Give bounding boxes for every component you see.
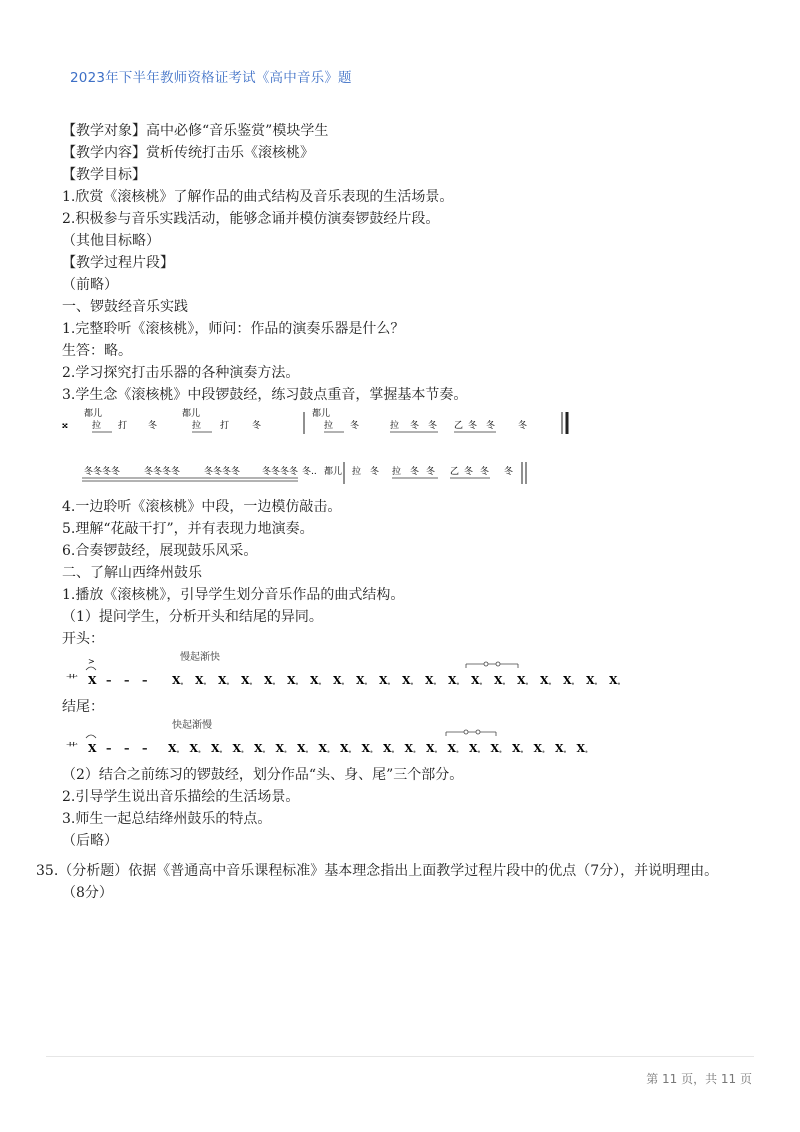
rhythm-open-figure [62, 650, 762, 696]
text-block-a [62, 120, 762, 406]
rhythm-dot: • [369, 749, 374, 756]
question-35-line-1: 35.（分析题）依据《普通高中音乐课程标准》基本理念指出上面教学过程片段中的优点（7分），并说明理由。 [36, 863, 719, 879]
text-line: （后略） [62, 833, 118, 849]
rhythm-dot: • [341, 681, 345, 688]
rhythm-dash: – [106, 742, 112, 755]
notation-syllable: 拉 [324, 421, 334, 431]
notation-syllable: 都儿 [182, 409, 201, 419]
rhythm-dot: • [571, 681, 575, 688]
rhythm-dot: • [520, 749, 524, 756]
rhythm-dot: • [326, 749, 331, 756]
rhythm-note: X [333, 674, 342, 687]
rhythm-note: X [471, 674, 480, 687]
notation-syllable: 拉 [192, 421, 202, 431]
notation-syllable: 冬 [428, 421, 438, 431]
rhythm-dot: • [249, 681, 253, 688]
rhythm-dot: • [348, 749, 352, 756]
rhythm-note: X [318, 742, 328, 755]
rhythm-note: X [555, 742, 564, 755]
rhythm-dash: – [142, 742, 148, 755]
rhythm-dot: • [305, 749, 309, 756]
text-line: 1.欣赏《滚核桃》了解作品的曲式结构及音乐表现的生活场景。 [62, 189, 454, 205]
page-number: 第 11 页，共 11 页 [646, 1072, 752, 1086]
rhythm-note: X [563, 674, 572, 687]
text-line: 4.一边聆听《滚核桃》中段，一边模仿敲击。 [62, 499, 342, 515]
text-line: 3.学生念《滚核桃》中段锣鼓经，练习鼓点重音，掌握基本节奏。 [62, 387, 468, 403]
rhythm-note: X [494, 674, 503, 687]
text-line: 2.引导学生说出音乐描绘的生活场景。 [62, 789, 300, 805]
tempo-marking: 慢起渐快 [180, 652, 220, 663]
notation-syllable: 都儿 [84, 409, 103, 419]
text-line: 6.合奏锣鼓经，展现鼓乐风采。 [62, 543, 258, 559]
rhythm-dot: • [434, 749, 438, 756]
rhythm-dash: – [106, 674, 112, 687]
drum-clef-icon: 𝄪 [62, 417, 68, 432]
rhythm-dot: • [318, 681, 322, 688]
rhythm-dot: • [525, 681, 529, 688]
notation-row-1 [84, 408, 567, 434]
question-35-line-2: （8分） [62, 885, 113, 901]
rhythm-note: X [88, 742, 97, 755]
rhythm-dot: • [197, 749, 202, 756]
rhythm-note: X [241, 674, 250, 687]
rhythm-note: X [586, 674, 595, 687]
fermata-icon [86, 735, 96, 738]
rhythm-note: X [172, 674, 181, 687]
fermata-icon [86, 667, 96, 670]
notation-row-2 [82, 462, 526, 484]
rhythm-dot: • [391, 749, 395, 756]
text-line: 1.播放《滚核桃》，引导学生划分音乐作品的曲式结构。 [62, 587, 405, 603]
rhythm-dot: • [455, 749, 460, 756]
notation-syllable: 拉 [352, 467, 362, 477]
rhythm-dot: • [617, 681, 621, 688]
notation-syllable: 冬冬冬冬 [204, 467, 241, 477]
notation-syllable: 冬 [252, 421, 262, 431]
notation-syllable: 冬 [464, 467, 474, 477]
text-line: 二、了解山西绛州鼓乐 [62, 565, 202, 581]
text-line: （前略） [62, 277, 118, 293]
notation-syllable: 冬冬冬冬 [262, 467, 299, 477]
notation-syllable: 乙 [454, 421, 464, 431]
rhythm-end-figure [62, 718, 762, 764]
tempo-marking: 快起渐慢 [172, 720, 212, 731]
rhythm-note: X [383, 742, 392, 755]
rhythm-dot: • [477, 749, 481, 756]
rhythm-dot: • [456, 681, 460, 688]
text-line: 2.积极参与音乐实践活动，能够念诵并模仿演奏锣鼓经片段。 [62, 211, 440, 227]
rhythm-dot: • [240, 749, 245, 756]
rhythm-dot: • [364, 681, 368, 688]
notation-syllable: 都儿 [312, 409, 331, 419]
rhythm-note: X [218, 674, 227, 687]
text-block-b [62, 496, 762, 628]
rhythm-dot: • [295, 681, 299, 688]
notation-figure [62, 408, 622, 494]
notation-syllable: 打 [118, 421, 128, 431]
rhythm-dot: • [262, 749, 266, 756]
text-line: 5.理解“花敲干打”，并有表现力地演奏。 [62, 521, 314, 537]
rhythm-dot: • [176, 749, 180, 756]
notation-syllable: 冬冬冬冬 [84, 467, 121, 477]
notation-syllable: 冬.. [302, 467, 317, 477]
rhythm-note: X [211, 742, 220, 755]
rhythm-open-notes [88, 674, 621, 688]
notation-syllable: 拉 [390, 421, 400, 431]
notation-syllable: 冬 [370, 467, 380, 477]
notation-syllable: 冬 [504, 467, 514, 477]
rhythm-dot: • [226, 681, 230, 688]
notation-syllable: 冬 [148, 421, 158, 431]
rhythm-note: X [425, 674, 434, 687]
accent-mark: > [88, 657, 95, 666]
rhythm-dot: • [283, 749, 288, 756]
notation-syllable: 冬冬冬冬 [144, 467, 181, 477]
rhythm-end-notes [88, 742, 588, 756]
text-line: 3.师生一起总结绛州鼓乐的特点。 [62, 811, 272, 827]
rhythm-note: X [297, 742, 306, 755]
rhythm-note: X [195, 674, 204, 687]
rhythm-note: X [533, 742, 543, 755]
gong-drum-notation [62, 408, 762, 494]
rhythm-note: X [356, 674, 365, 687]
rhythm-dot: • [219, 749, 223, 756]
text-line: 生答：略。 [62, 343, 132, 359]
notation-syllable: 冬 [350, 421, 360, 431]
rhythm-dot: • [541, 749, 546, 756]
text-line: 2.学习探究打击乐器的各种演奏方法。 [62, 365, 300, 381]
text-line: 1.完整聆听《滚核桃》，师问：作品的演奏乐器是什么？ [62, 321, 405, 337]
rhythm-note: X [402, 674, 411, 687]
text-line: 【教学对象】高中必修“音乐鉴赏”模块学生 [62, 123, 329, 139]
rhythm-dot: • [203, 681, 207, 688]
rhythm-note: X [189, 742, 199, 755]
text-line: 【教学过程片段】 [62, 255, 174, 271]
rhythm-note: X [254, 742, 263, 755]
rhythm-dot: • [548, 681, 552, 688]
rhythm-note: X [275, 742, 285, 755]
text-line: （其他目标略） [62, 233, 160, 249]
rhythm-symbol: 艹 [66, 741, 79, 755]
rhythm-dot: • [387, 681, 391, 688]
notation-syllable: 乙 [450, 467, 460, 477]
rhythm-dot: • [412, 749, 417, 756]
rhythm-note: X [287, 674, 296, 687]
footer-divider [46, 1056, 754, 1057]
rhythm-open-label: 开头： [62, 631, 104, 647]
rhythm-end-label: 结尾： [62, 699, 104, 715]
rhythm-note: X [264, 674, 273, 687]
rhythm-note: X [232, 742, 242, 755]
rhythm-note: X [404, 742, 414, 755]
rhythm-note: X [517, 674, 526, 687]
rhythm-note: X [340, 742, 349, 755]
text-line: 一、锣鼓经音乐实践 [62, 299, 188, 315]
rhythm-note: X [512, 742, 521, 755]
rhythm-dot: • [272, 681, 276, 688]
rhythm-note: X [448, 674, 457, 687]
rhythm-dot: • [563, 749, 567, 756]
document-header-title: 2023年下半年教师资格证考试《高中音乐》题 [70, 70, 352, 86]
rhythm-symbol: 艹 [66, 673, 79, 687]
text-line: （2）结合之前练习的锣鼓经，划分作品“头、身、尾”三个部分。 [62, 767, 464, 783]
rhythm-note: X [361, 742, 371, 755]
rhythm-dot: • [479, 681, 483, 688]
rhythm-dot: • [594, 681, 598, 688]
rhythm-note: X [88, 674, 97, 687]
text-line: （1）提问学生，分析开头和结尾的异同。 [62, 609, 323, 625]
rhythm-dot: • [498, 749, 503, 756]
rhythm-dash: – [124, 674, 130, 687]
text-line: 【教学内容】赏析传统打击乐《滚核桃》 [62, 145, 314, 161]
rhythm-note: X [168, 742, 177, 755]
rhythm-note: X [469, 742, 478, 755]
notation-syllable: 冬 [518, 421, 528, 431]
text-line: 【教学目标】 [62, 167, 146, 183]
rhythm-note: X [447, 742, 457, 755]
rhythm-note: X [490, 742, 500, 755]
rhythm-dash: – [142, 674, 148, 687]
rhythm-note: X [609, 674, 618, 687]
notation-syllable: 拉 [92, 421, 102, 431]
notation-syllable: 冬 [468, 421, 478, 431]
rhythm-dot: • [584, 749, 589, 756]
rhythm-note: X [426, 742, 435, 755]
notation-syllable: 冬 [426, 467, 436, 477]
notation-syllable: 冬 [410, 421, 420, 431]
notation-syllable: 冬 [486, 421, 496, 431]
notation-syllable: 都儿 [324, 467, 343, 477]
notation-syllable: 冬 [410, 467, 420, 477]
rhythm-end-svg [62, 718, 622, 764]
document-body [62, 120, 762, 852]
rhythm-dot: • [410, 681, 414, 688]
rhythm-note: X [576, 742, 586, 755]
notation-syllable: 打 [220, 421, 230, 431]
text-block-c [62, 764, 762, 852]
rhythm-dot: • [502, 681, 506, 688]
rhythm-open-svg [62, 650, 622, 696]
rhythm-note: X [379, 674, 388, 687]
rhythm-dash: – [124, 742, 130, 755]
rhythm-note: X [540, 674, 549, 687]
notation-syllable: 拉 [392, 467, 402, 477]
rhythm-dot: • [433, 681, 437, 688]
rhythm-note: X [310, 674, 319, 687]
notation-syllable: 冬 [480, 467, 490, 477]
rhythm-dot: • [180, 681, 184, 688]
